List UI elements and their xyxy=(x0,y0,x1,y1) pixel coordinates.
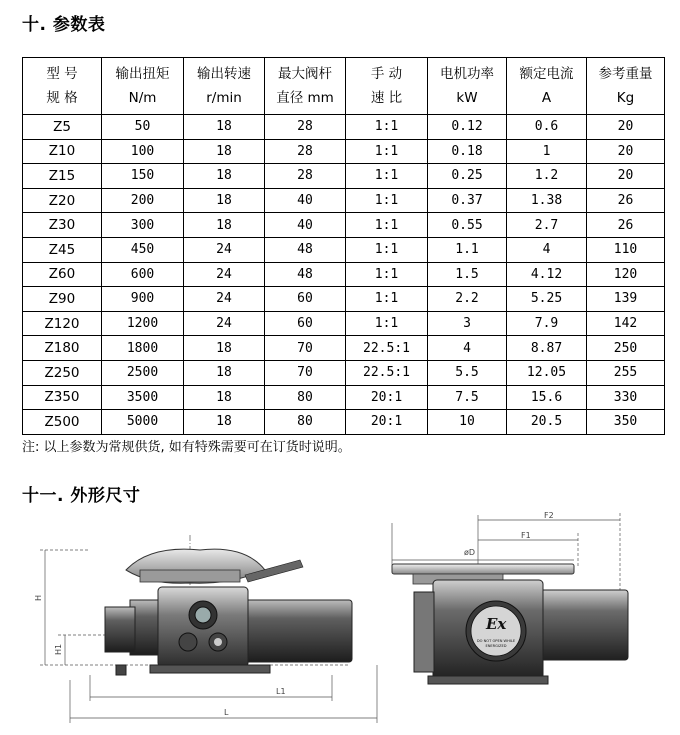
parameter-table xyxy=(22,57,665,435)
table-cell: 48 xyxy=(265,237,346,262)
table-cell: 20.5 xyxy=(507,410,587,435)
table-cell: 1:1 xyxy=(346,139,428,164)
table-row xyxy=(23,385,665,410)
table-cell: 1:1 xyxy=(346,237,428,262)
header-unit-cell: A xyxy=(507,86,587,115)
table-cell: 18 xyxy=(184,385,265,410)
table-row xyxy=(23,237,665,262)
table-row xyxy=(23,164,665,189)
table-cell: 1200 xyxy=(102,311,184,336)
table-row xyxy=(23,188,665,213)
table-cell: 4 xyxy=(507,237,587,262)
table-cell: 5.5 xyxy=(428,360,507,385)
table-cell: Z5 xyxy=(23,115,102,140)
table-row xyxy=(23,360,665,385)
table-cell: 150 xyxy=(102,164,184,189)
table-cell: 0.12 xyxy=(428,115,507,140)
table-cell: 255 xyxy=(587,360,665,385)
table-row xyxy=(23,262,665,287)
table-cell: 10 xyxy=(428,410,507,435)
dim-label-H: H xyxy=(34,594,43,601)
table-cell: 0.18 xyxy=(428,139,507,164)
table-cell: 24 xyxy=(184,311,265,336)
table-note: 注: 以上参数为常规供货, 如有特殊需要可在订货时说明。 xyxy=(22,440,351,455)
table-cell: 18 xyxy=(184,188,265,213)
table-cell: 28 xyxy=(265,115,346,140)
table-cell: 28 xyxy=(265,164,346,189)
table-cell: 1.38 xyxy=(507,188,587,213)
table-cell: 0.55 xyxy=(428,213,507,238)
header-cell: 最大阀杆 xyxy=(265,58,346,87)
table-cell: 330 xyxy=(587,385,665,410)
table-cell: 80 xyxy=(265,410,346,435)
table-cell: 60 xyxy=(265,311,346,336)
table-cell: 18 xyxy=(184,213,265,238)
table-cell: 22.5:1 xyxy=(346,360,428,385)
table-row xyxy=(23,139,665,164)
table-cell: 12.05 xyxy=(507,360,587,385)
table-cell: 18 xyxy=(184,410,265,435)
table-cell: 1:1 xyxy=(346,164,428,189)
table-cell: 1:1 xyxy=(346,311,428,336)
table-row xyxy=(23,287,665,312)
table-cell: 142 xyxy=(587,311,665,336)
actuator-front-view-drawing xyxy=(378,508,668,708)
header-unit-cell: kW xyxy=(428,86,507,115)
table-cell: Z45 xyxy=(23,237,102,262)
table-cell: 18 xyxy=(184,139,265,164)
table-cell: 110 xyxy=(587,237,665,262)
table-cell: 20 xyxy=(587,115,665,140)
table-cell: 1.1 xyxy=(428,237,507,262)
table-cell: Z10 xyxy=(23,139,102,164)
section-title-parameters: 十. 参数表 xyxy=(22,15,106,35)
dim-label-L: L xyxy=(224,708,229,717)
table-cell: 28 xyxy=(265,139,346,164)
header-cell: 额定电流 xyxy=(507,58,587,87)
header-cell: 手 动 xyxy=(346,58,428,87)
table-cell: Z250 xyxy=(23,360,102,385)
header-cell: 型 号 xyxy=(23,58,102,87)
table-cell: 20:1 xyxy=(346,410,428,435)
table-cell: 18 xyxy=(184,336,265,361)
table-cell: 2.7 xyxy=(507,213,587,238)
header-cell: 输出扭矩 xyxy=(102,58,184,87)
table-cell: Z120 xyxy=(23,311,102,336)
dim-label-H1: H1 xyxy=(54,643,63,655)
table-cell: 3 xyxy=(428,311,507,336)
table-row xyxy=(23,213,665,238)
table-cell: 1.5 xyxy=(428,262,507,287)
table-cell: 3500 xyxy=(102,385,184,410)
table-cell: 24 xyxy=(184,237,265,262)
header-cell: 参考重量 xyxy=(587,58,665,87)
table-cell: 18 xyxy=(184,360,265,385)
table-row xyxy=(23,410,665,435)
table-row xyxy=(23,336,665,361)
table-cell: 4 xyxy=(428,336,507,361)
nameplate-warning-line1: DO NOT OPEN WHILE xyxy=(476,639,516,643)
header-unit-cell: r/min xyxy=(184,86,265,115)
table-row xyxy=(23,115,665,140)
table-cell: Z15 xyxy=(23,164,102,189)
table-cell: 5.25 xyxy=(507,287,587,312)
table-cell: 20 xyxy=(587,139,665,164)
table-cell: 15.6 xyxy=(507,385,587,410)
table-cell: 70 xyxy=(265,336,346,361)
dim-label-F2: F2 xyxy=(544,511,554,520)
table-cell: 250 xyxy=(587,336,665,361)
table-cell: 24 xyxy=(184,287,265,312)
table-row xyxy=(23,311,665,336)
table-cell: Z60 xyxy=(23,262,102,287)
table-cell: 18 xyxy=(184,164,265,189)
table-cell: 600 xyxy=(102,262,184,287)
table-cell: 40 xyxy=(265,213,346,238)
dim-label-L1: L1 xyxy=(276,687,286,696)
table-cell: 5000 xyxy=(102,410,184,435)
table-cell: 139 xyxy=(587,287,665,312)
table-cell: 7.9 xyxy=(507,311,587,336)
table-cell: 1:1 xyxy=(346,188,428,213)
table-cell: 1:1 xyxy=(346,115,428,140)
table-cell: Z90 xyxy=(23,287,102,312)
table-cell: 26 xyxy=(587,188,665,213)
header-cell: 电机功率 xyxy=(428,58,507,87)
table-cell: 4.12 xyxy=(507,262,587,287)
section-title-dimensions: 十一. 外形尺寸 xyxy=(22,486,141,506)
table-cell: 8.87 xyxy=(507,336,587,361)
table-cell: 20 xyxy=(587,164,665,189)
table-cell: 0.25 xyxy=(428,164,507,189)
table-cell: 26 xyxy=(587,213,665,238)
table-cell: 0.6 xyxy=(507,115,587,140)
table-cell: 100 xyxy=(102,139,184,164)
header-unit-cell: Kg xyxy=(587,86,665,115)
table-cell: 1:1 xyxy=(346,262,428,287)
table-cell: 1800 xyxy=(102,336,184,361)
table-cell: 18 xyxy=(184,115,265,140)
dim-label-D: øD xyxy=(464,548,476,557)
header-unit-cell: N/m xyxy=(102,86,184,115)
table-cell: 24 xyxy=(184,262,265,287)
table-cell: 2500 xyxy=(102,360,184,385)
table-cell: 70 xyxy=(265,360,346,385)
table-header xyxy=(23,58,665,115)
table-cell: Z20 xyxy=(23,188,102,213)
table-cell: Z30 xyxy=(23,213,102,238)
table-cell: 1.2 xyxy=(507,164,587,189)
table-cell: 200 xyxy=(102,188,184,213)
table-cell: 300 xyxy=(102,213,184,238)
table-cell: 900 xyxy=(102,287,184,312)
nameplate-warning-line2: ENERGIZED xyxy=(485,644,507,648)
table-cell: 48 xyxy=(265,262,346,287)
table-cell: 20:1 xyxy=(346,385,428,410)
table-cell: Z180 xyxy=(23,336,102,361)
table-cell: 1:1 xyxy=(346,213,428,238)
table-cell: 120 xyxy=(587,262,665,287)
table-cell: 50 xyxy=(102,115,184,140)
header-cell: 输出转速 xyxy=(184,58,265,87)
table-cell: 60 xyxy=(265,287,346,312)
table-cell: 7.5 xyxy=(428,385,507,410)
actuator-side-view-drawing xyxy=(30,515,390,730)
dim-label-F1: F1 xyxy=(521,531,531,540)
header-unit-cell: 速 比 xyxy=(346,86,428,115)
table-body xyxy=(23,115,665,435)
table-cell: 22.5:1 xyxy=(346,336,428,361)
table-cell: 1 xyxy=(507,139,587,164)
table-cell: 0.37 xyxy=(428,188,507,213)
header-unit-cell: 直径 mm xyxy=(265,86,346,115)
table-cell: 1:1 xyxy=(346,287,428,312)
table-cell: 40 xyxy=(265,188,346,213)
table-cell: 450 xyxy=(102,237,184,262)
header-unit-cell: 规 格 xyxy=(23,86,102,115)
table-cell: 80 xyxy=(265,385,346,410)
table-cell: 350 xyxy=(587,410,665,435)
table-cell: 2.2 xyxy=(428,287,507,312)
table-cell: Z500 xyxy=(23,410,102,435)
ex-logo: Ex xyxy=(486,615,507,633)
table-cell: Z350 xyxy=(23,385,102,410)
